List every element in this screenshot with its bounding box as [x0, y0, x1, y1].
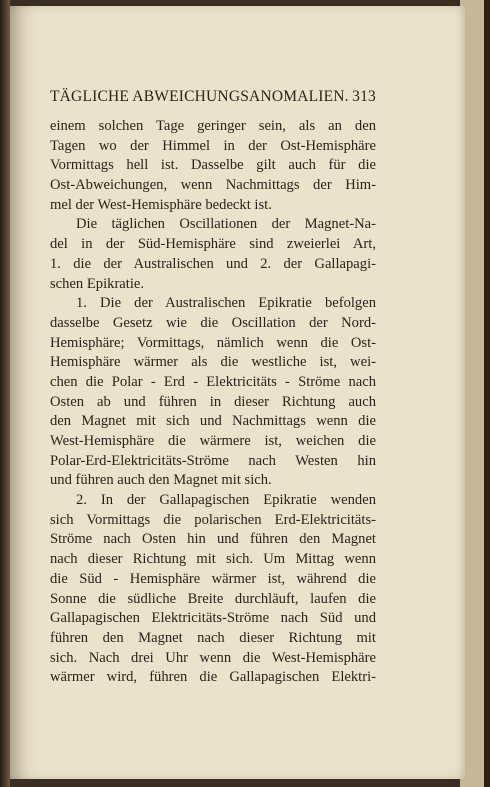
text-line: führen den Magnet nach dieser Richtung mit [50, 629, 376, 646]
text-line: Hemisphäre; Vormittags, nämlich wenn die Ost- [50, 334, 376, 351]
text-line: Hemisphäre wärmer als die westliche ist, wei- [50, 354, 376, 371]
running-title: TÄGLICHE ABWEICHUNGSANOMALIEN. [50, 88, 349, 105]
text-line: und führen auch den Magnet mit sich. [50, 472, 272, 489]
text-line: die Süd - Hemisphäre wärmer ist, während die [50, 570, 376, 587]
book-spine-shadow [0, 0, 10, 787]
text-line: sich Vormittags die polarischen Erd-Elektricitäts- [50, 511, 376, 528]
text-line: wärmer wird, führen die Gallapagischen Elektri- [50, 669, 376, 686]
text-line: Gallapagischen Elektricitäts-Ströme nach Süd und [50, 610, 376, 627]
text-line: Die täglichen Oscillationen der Magnet-Na- [76, 216, 376, 233]
text-line: sich. Nach drei Uhr wenn die West-Hemisphäre [50, 649, 376, 666]
text-line: dasselbe Gesetz wie die Oscillation der Nord- [50, 314, 376, 331]
text-line: Polar-Erd-Elektricitäts-Ströme nach Westen hin [50, 452, 376, 469]
text-line: nach dieser Richtung mit sich. Um Mittag wenn [50, 551, 376, 568]
text-line: 1. Die der Australischen Epikratie befolgen [76, 295, 376, 312]
body-text [50, 117, 376, 688]
text-line: einem solchen Tage geringer sein, als an den [50, 118, 376, 134]
text-line: del in der Süd-Hemisphäre sind zweierlei Art, [50, 236, 376, 253]
text-line: West-Hemisphäre die wärmere ist, weichen die [50, 433, 376, 449]
text-line: Ost-Abweichungen, wenn Nachmittags der Him- [50, 177, 376, 194]
page-number: 313 [352, 88, 376, 105]
text-line: chen die Polar - Erd - Elektricitäts - Ströme nach [50, 373, 376, 390]
text-line: Vormittags hell ist. Dasselbe gilt auch für die [50, 157, 376, 174]
text-line: 2. In der Gallapagischen Epikratie wenden [76, 492, 376, 509]
text-line: Sonne die südliche Breite durchläuft, laufen die [50, 590, 376, 607]
text-line: Osten ab und führen in dieser Richtung auch [50, 393, 376, 410]
text-line: schen Epikratie. [50, 275, 145, 292]
text-line: Tagen wo der Himmel in der Ost-Hemisphäre [50, 137, 376, 154]
text-line: Ströme nach Osten hin und führen den Magnet [50, 531, 376, 548]
text-line: 1. die der Australischen und 2. der Gallapagi- [50, 255, 376, 272]
text-line: den Magnet mit sich und Nachmittags wenn die [50, 413, 376, 430]
text-line: mel der West-Hemisphäre bedeckt ist. [50, 196, 272, 213]
